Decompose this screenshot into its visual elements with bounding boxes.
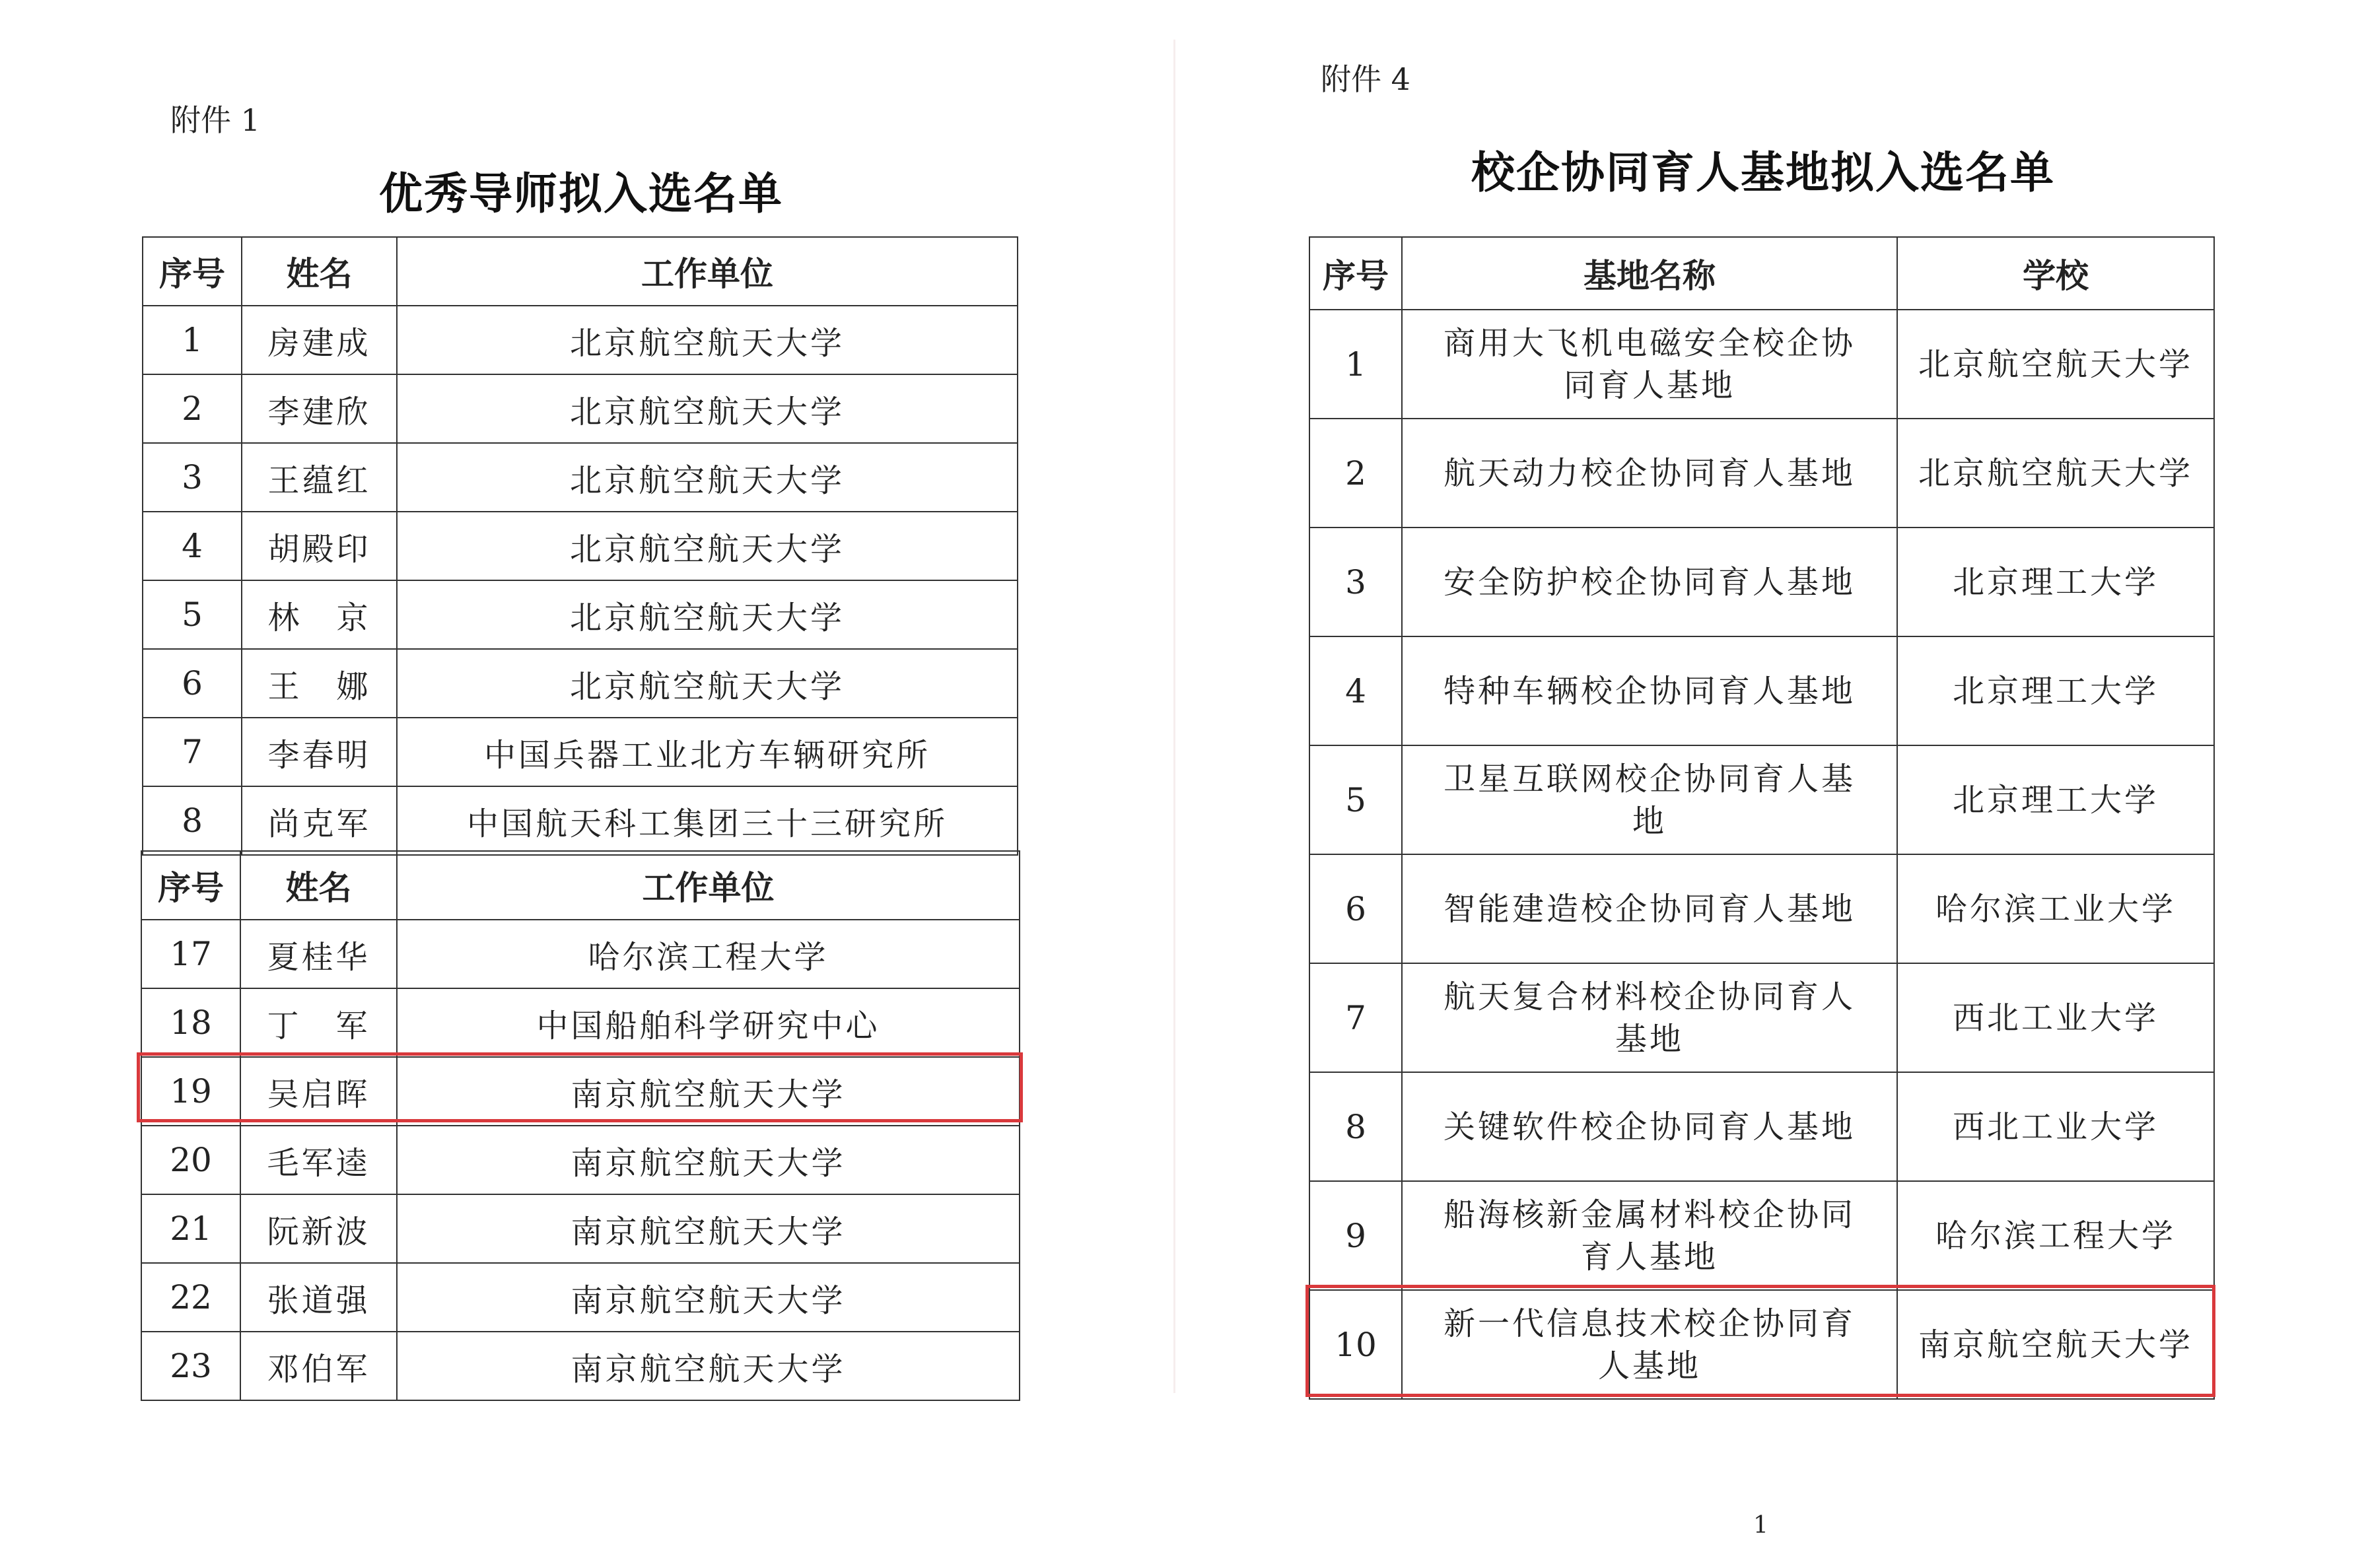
- header-index: 序号: [1309, 237, 1402, 310]
- cell-index: 8: [143, 786, 242, 855]
- cell-workplace: 中国兵器工业北方车辆研究所: [397, 718, 1018, 786]
- cell-name: 毛军逵: [240, 1126, 397, 1194]
- cell-name: 吴启晖: [240, 1057, 397, 1126]
- cell-workplace: 南京航空航天大学: [397, 1332, 1020, 1400]
- table-row: [143, 512, 1018, 580]
- cell-index: 7: [1309, 963, 1402, 1072]
- cell-name: 尚克军: [242, 786, 397, 855]
- header-name: 姓名: [240, 851, 397, 920]
- header-school: 学校: [1897, 237, 2214, 310]
- cell-base-name: 安全防护校企协同育人基地: [1402, 528, 1897, 636]
- cell-workplace: 中国船舶科学研究中心: [397, 988, 1020, 1057]
- cell-index: 5: [143, 580, 242, 649]
- cell-index: 3: [1309, 528, 1402, 636]
- cell-workplace: 中国航天科工集团三十三研究所: [397, 786, 1018, 855]
- cell-name: 丁 军: [240, 988, 397, 1057]
- table-row: [1309, 745, 2214, 854]
- cell-index: 1: [1309, 310, 1402, 419]
- table-row: [1309, 636, 2214, 745]
- cell-base-name: 特种车辆校企协同育人基地: [1402, 636, 1897, 745]
- table-row: [143, 580, 1018, 649]
- cell-workplace: 北京航空航天大学: [397, 374, 1018, 443]
- mentor-table-part-2: [141, 850, 1020, 1401]
- table-row: [143, 374, 1018, 443]
- table-row: [141, 988, 1020, 1057]
- attachment-label-right: 附件 4: [1321, 61, 1410, 97]
- highlight-box-row-10: [1305, 1285, 2215, 1397]
- table-row: [143, 786, 1018, 855]
- base-table: [1309, 236, 2215, 1400]
- cell-index: 6: [1309, 854, 1402, 963]
- title-left: 优秀导师拟入选名单: [379, 168, 783, 219]
- table-row: [141, 1263, 1020, 1332]
- page-divider: [1173, 40, 1175, 1393]
- table-row: [1309, 1181, 2214, 1290]
- attachment-label-left: 附件 1: [170, 102, 260, 138]
- cell-base-name: 船海核新金属材料校企协同育人基地: [1402, 1181, 1897, 1290]
- cell-name: 李春明: [242, 718, 397, 786]
- cell-index: 18: [141, 988, 240, 1057]
- cell-base-name: 商用大飞机电磁安全校企协同育人基地: [1402, 310, 1897, 419]
- cell-name: 李建欣: [242, 374, 397, 443]
- cell-index: 7: [143, 718, 242, 786]
- cell-index: 23: [141, 1332, 240, 1400]
- cell-school: 北京理工大学: [1897, 636, 2214, 745]
- cell-index: 4: [143, 512, 242, 580]
- table-row: [1309, 963, 2214, 1072]
- cell-index: 2: [143, 374, 242, 443]
- cell-index: 9: [1309, 1181, 1402, 1290]
- header-workplace: 工作单位: [397, 851, 1020, 920]
- table-row: [141, 1194, 1020, 1263]
- cell-name: 胡殿印: [242, 512, 397, 580]
- cell-school: 西北工业大学: [1897, 1072, 2214, 1181]
- cell-index: 10: [1309, 1290, 1402, 1399]
- header-name: 姓名: [242, 237, 397, 306]
- cell-workplace: 南京航空航天大学: [397, 1126, 1020, 1194]
- cell-name: 张道强: [240, 1263, 397, 1332]
- cell-school: 西北工业大学: [1897, 963, 2214, 1072]
- cell-name: 夏桂华: [240, 920, 397, 988]
- cell-school: 北京航空航天大学: [1897, 310, 2214, 419]
- cell-index: 8: [1309, 1072, 1402, 1181]
- cell-workplace: 北京航空航天大学: [397, 649, 1018, 718]
- cell-workplace: 北京航空航天大学: [397, 306, 1018, 374]
- cell-name: 阮新波: [240, 1194, 397, 1263]
- cell-workplace: 北京航空航天大学: [397, 512, 1018, 580]
- cell-school: 北京理工大学: [1897, 528, 2214, 636]
- cell-base-name: 航天复合材料校企协同育人基地: [1402, 963, 1897, 1072]
- cell-base-name: 关键软件校企协同育人基地: [1402, 1072, 1897, 1181]
- cell-name: 房建成: [242, 306, 397, 374]
- cell-name: 王蕴红: [242, 443, 397, 512]
- header-base-name: 基地名称: [1402, 237, 1897, 310]
- page-number: 1: [1753, 1512, 1768, 1539]
- cell-base-name: 新一代信息技术校企协同育人基地: [1402, 1290, 1897, 1399]
- cell-base-name: 智能建造校企协同育人基地: [1402, 854, 1897, 963]
- cell-base-name: 卫星互联网校企协同育人基地: [1402, 745, 1897, 854]
- cell-school: 哈尔滨工程大学: [1897, 1181, 2214, 1290]
- title-right: 校企协同育人基地拟入选名单: [1471, 147, 2055, 198]
- table-row: [1309, 419, 2214, 528]
- cell-school: 哈尔滨工业大学: [1897, 854, 2214, 963]
- cell-school: 北京航空航天大学: [1897, 419, 2214, 528]
- cell-base-name: 航天动力校企协同育人基地: [1402, 419, 1897, 528]
- table-row: [143, 306, 1018, 374]
- cell-workplace: 北京航空航天大学: [397, 443, 1018, 512]
- cell-school: 南京航空航天大学: [1897, 1290, 2214, 1399]
- cell-index: 22: [141, 1263, 240, 1332]
- table-row: [143, 443, 1018, 512]
- cell-index: 20: [141, 1126, 240, 1194]
- table-row: [141, 920, 1020, 988]
- highlight-box-row-19: [137, 1052, 1023, 1122]
- table-row: [143, 718, 1018, 786]
- cell-index: 17: [141, 920, 240, 988]
- cell-workplace: 南京航空航天大学: [397, 1194, 1020, 1263]
- cell-index: 1: [143, 306, 242, 374]
- cell-index: 19: [141, 1057, 240, 1126]
- cell-workplace: 北京航空航天大学: [397, 580, 1018, 649]
- cell-index: 6: [143, 649, 242, 718]
- cell-index: 3: [143, 443, 242, 512]
- table-row: [141, 1126, 1020, 1194]
- table-row: [1309, 528, 2214, 636]
- cell-name: 林 京: [242, 580, 397, 649]
- cell-index: 4: [1309, 636, 1402, 745]
- mentor-table-part-1: [142, 236, 1018, 856]
- cell-name: 王 娜: [242, 649, 397, 718]
- table-row: [1309, 310, 2214, 419]
- cell-index: 21: [141, 1194, 240, 1263]
- cell-workplace: 南京航空航天大学: [397, 1263, 1020, 1332]
- header-index: 序号: [143, 237, 242, 306]
- cell-index: 5: [1309, 745, 1402, 854]
- table-row: [141, 1332, 1020, 1400]
- table-row: [143, 649, 1018, 718]
- cell-index: 2: [1309, 419, 1402, 528]
- header-workplace: 工作单位: [397, 237, 1018, 306]
- header-index: 序号: [141, 851, 240, 920]
- table-row: [1309, 854, 2214, 963]
- table-row: [1309, 1072, 2214, 1181]
- cell-school: 北京理工大学: [1897, 745, 2214, 854]
- cell-workplace: 南京航空航天大学: [397, 1057, 1020, 1126]
- cell-name: 邓伯军: [240, 1332, 397, 1400]
- cell-workplace: 哈尔滨工程大学: [397, 920, 1020, 988]
